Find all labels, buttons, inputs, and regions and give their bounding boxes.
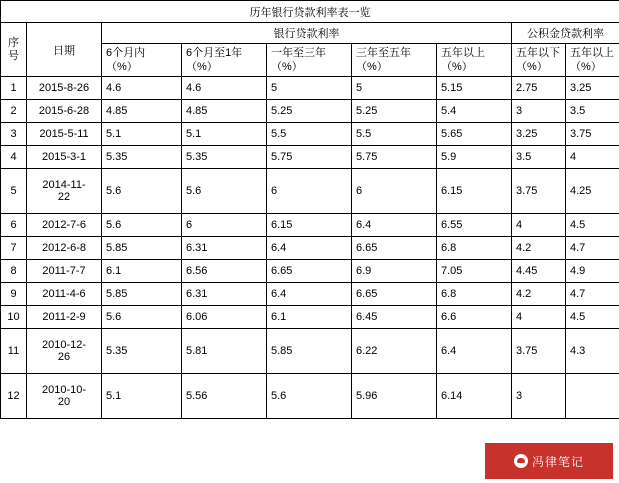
row-m6: 5.6 (102, 214, 182, 237)
row-f5down: 3.75 (512, 329, 566, 374)
title-row (1, 1, 619, 23)
row-date: 2015-6-28 (27, 100, 102, 123)
row-m6y1: 5.56 (182, 374, 267, 419)
row-no: 12 (1, 374, 27, 419)
row-y5up: 5.9 (437, 146, 512, 169)
header-no (1, 23, 27, 77)
row-no: 6 (1, 214, 27, 237)
row-f5down: 3 (512, 100, 566, 123)
row-f5up: 4 (566, 146, 619, 169)
header-col-y3y5-line1: 三年至五年 (356, 47, 411, 59)
table-row (1, 374, 619, 419)
row-f5down: 3.75 (512, 169, 566, 214)
row-y3y5: 6.65 (352, 283, 437, 306)
row-m6y1: 4.85 (182, 100, 267, 123)
row-y3y5: 5.25 (352, 100, 437, 123)
row-f5down: 3.5 (512, 146, 566, 169)
row-y3y5: 6 (352, 169, 437, 214)
table-row (1, 214, 619, 237)
row-date (27, 329, 102, 374)
header-col-f5up-line2: （%） (570, 61, 602, 73)
header-col-f5up-line1: 五年以上 (570, 47, 614, 59)
row-f5down: 3 (512, 374, 566, 419)
row-y5up: 6.55 (437, 214, 512, 237)
row-y1y3: 6.65 (267, 260, 352, 283)
row-y5up: 7.05 (437, 260, 512, 283)
row-date: 2015-5-11 (27, 123, 102, 146)
row-f5up: 4.7 (566, 283, 619, 306)
row-m6y1: 6.31 (182, 237, 267, 260)
header-col-m6 (102, 44, 182, 77)
header-col-y5up (437, 44, 512, 77)
row-f5down: 4 (512, 214, 566, 237)
header-col-m6y1-line1: 6个月至1年 (186, 47, 243, 59)
group-header-row (1, 23, 619, 44)
page-title: 历年银行贷款利率表一览 (1, 1, 619, 23)
row-date: 2011-4-6 (27, 283, 102, 306)
row-m6y1: 5.35 (182, 146, 267, 169)
header-col-f5down (512, 44, 566, 77)
group-header-fund: 公积金贷款利率 (512, 23, 619, 44)
row-m6y1: 6.56 (182, 260, 267, 283)
row-no: 9 (1, 283, 27, 306)
row-y5up: 6.8 (437, 283, 512, 306)
row-m6y1: 6 (182, 214, 267, 237)
row-m6y1: 5.81 (182, 329, 267, 374)
row-m6y1: 5.6 (182, 169, 267, 214)
row-date-line1: 2014-11- (42, 179, 86, 191)
row-no: 3 (1, 123, 27, 146)
row-m6: 5.1 (102, 123, 182, 146)
row-y1y3: 6.4 (267, 283, 352, 306)
row-date: 2015-8-26 (27, 77, 102, 100)
header-col-y3y5-line2: （%） (356, 61, 388, 73)
row-f5up: 4.9 (566, 260, 619, 283)
row-date-line1: 2010-10- (41, 384, 87, 396)
row-y1y3: 5.75 (267, 146, 352, 169)
table-row (1, 100, 619, 123)
table-row (1, 306, 619, 329)
row-y1y3: 6.15 (267, 214, 352, 237)
row-y5up: 5.4 (437, 100, 512, 123)
row-y1y3: 5.25 (267, 100, 352, 123)
row-f5up: 3.5 (566, 100, 619, 123)
row-f5up: 4.5 (566, 214, 619, 237)
row-f5up: 3.25 (566, 77, 619, 100)
row-m6: 5.6 (102, 169, 182, 214)
row-m6: 5.85 (102, 283, 182, 306)
row-m6: 5.35 (102, 146, 182, 169)
row-y3y5: 5.75 (352, 146, 437, 169)
watermark-inner (514, 453, 584, 470)
row-m6: 5.6 (102, 306, 182, 329)
header-col-m6-line1: 6个月内 (106, 47, 146, 59)
row-m6y1: 4.6 (182, 77, 267, 100)
row-f5down: 4.45 (512, 260, 566, 283)
header-col-y1y3 (267, 44, 352, 77)
row-y1y3: 6 (267, 169, 352, 214)
row-m6: 5.35 (102, 329, 182, 374)
row-f5up: 4.25 (566, 169, 619, 214)
row-y3y5: 5.96 (352, 374, 437, 419)
header-no-line2: 号 (8, 49, 19, 62)
row-date: 2011-7-7 (27, 260, 102, 283)
row-no: 11 (1, 329, 27, 374)
row-y3y5: 6.65 (352, 237, 437, 260)
table-row (1, 329, 619, 374)
row-f5down: 4 (512, 306, 566, 329)
table-row (1, 260, 619, 283)
row-no: 7 (1, 237, 27, 260)
header-col-y1y3-line1: 一年至三年 (271, 47, 326, 59)
row-y3y5: 6.4 (352, 214, 437, 237)
header-col-y5up-line2: （%） (441, 61, 473, 73)
row-y5up: 5.15 (437, 77, 512, 100)
row-m6y1: 5.1 (182, 123, 267, 146)
row-f5up: 4.7 (566, 237, 619, 260)
row-f5up: 4.3 (566, 329, 619, 374)
row-y5up: 5.65 (437, 123, 512, 146)
row-y5up: 6.8 (437, 237, 512, 260)
row-date: 2012-6-8 (27, 237, 102, 260)
wechat-logo-icon (514, 454, 528, 468)
row-y1y3: 5 (267, 77, 352, 100)
row-y3y5: 5.5 (352, 123, 437, 146)
row-no: 10 (1, 306, 27, 329)
row-y3y5: 5 (352, 77, 437, 100)
row-f5down: 2.75 (512, 77, 566, 100)
row-y1y3: 6.4 (267, 237, 352, 260)
row-m6y1: 6.06 (182, 306, 267, 329)
row-date-line1: 2010-12- (41, 339, 87, 351)
row-f5up (566, 374, 619, 419)
table-row (1, 237, 619, 260)
header-col-m6y1 (182, 44, 267, 77)
table-row (1, 123, 619, 146)
table-row (1, 283, 619, 306)
row-y1y3: 5.85 (267, 329, 352, 374)
row-y1y3: 5.6 (267, 374, 352, 419)
table-row (1, 77, 619, 100)
header-col-f5up (566, 44, 619, 77)
group-header-bank: 银行贷款利率 (102, 23, 512, 44)
row-date: 2011-2-9 (27, 306, 102, 329)
row-f5up: 4.5 (566, 306, 619, 329)
header-col-y1y3-line2: （%） (271, 61, 303, 73)
row-no: 1 (1, 77, 27, 100)
row-no: 4 (1, 146, 27, 169)
row-m6: 4.85 (102, 100, 182, 123)
watermark-text: 冯律笔记 (531, 454, 584, 469)
row-f5up: 3.75 (566, 123, 619, 146)
header-col-m6y1-line2: （%） (186, 61, 218, 73)
row-date: 2012-7-6 (27, 214, 102, 237)
row-f5down: 4.2 (512, 237, 566, 260)
header-no-line1: 序 (8, 36, 19, 49)
row-no: 2 (1, 100, 27, 123)
row-y3y5: 6.9 (352, 260, 437, 283)
row-f5down: 4.2 (512, 283, 566, 306)
row-y1y3: 5.5 (267, 123, 352, 146)
table-row (1, 146, 619, 169)
row-date (27, 169, 102, 214)
header-col-y3y5 (352, 44, 437, 77)
row-no: 5 (1, 169, 27, 214)
row-m6: 5.1 (102, 374, 182, 419)
row-y5up: 6.6 (437, 306, 512, 329)
row-m6y1: 6.31 (182, 283, 267, 306)
row-y5up: 6.4 (437, 329, 512, 374)
row-m6: 5.85 (102, 237, 182, 260)
row-date: 2015-3-1 (27, 146, 102, 169)
header-col-f5down-line1: 五年以下 (516, 47, 560, 59)
row-y3y5: 6.22 (352, 329, 437, 374)
row-y3y5: 6.45 (352, 306, 437, 329)
table-row (1, 169, 619, 214)
header-date: 日期 (27, 23, 102, 77)
row-m6: 6.1 (102, 260, 182, 283)
row-no: 8 (1, 260, 27, 283)
row-date-line2: 22 (57, 191, 71, 203)
row-y1y3: 6.1 (267, 306, 352, 329)
header-col-f5down-line2: （%） (516, 61, 548, 73)
row-y5up: 6.15 (437, 169, 512, 214)
header-col-y5up-line1: 五年以上 (441, 47, 485, 59)
watermark-badge (485, 443, 613, 479)
row-f5down: 3.25 (512, 123, 566, 146)
row-date (27, 374, 102, 419)
row-date-line2: 20 (57, 396, 71, 408)
row-y5up: 6.14 (437, 374, 512, 419)
header-col-m6-line2: （%） (106, 61, 138, 73)
row-m6: 4.6 (102, 77, 182, 100)
row-date-line2: 26 (57, 351, 71, 363)
